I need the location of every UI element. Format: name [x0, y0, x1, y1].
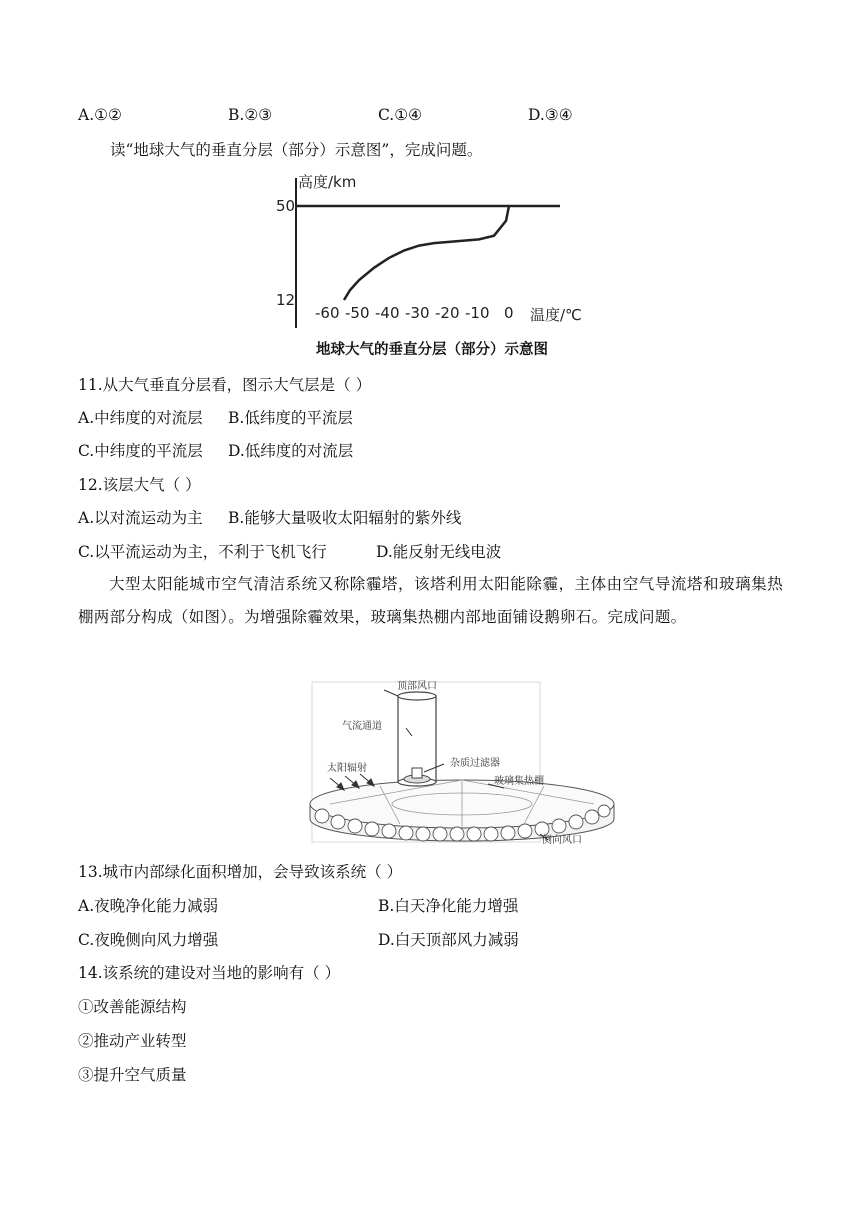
q12-option-a: A.以对流运动为主 [78, 509, 203, 527]
haze-tower-diagram [0, 676, 860, 846]
q13-stem: 13.城市内部绿化面积增加，会导致该系统（ ） [78, 863, 403, 881]
temperature-curve [344, 206, 509, 300]
y-axis-label: 高度/km [298, 173, 357, 191]
q14-item-3: ③提升空气质量 [78, 1066, 187, 1084]
q12-option-c: C.以平流运动为主，不利于飞机飞行 [78, 543, 327, 561]
label-solar-radiation: 太阳辐射 [327, 763, 367, 774]
q13-option-a: A.夜晚净化能力减弱 [78, 897, 219, 915]
q14-stem: 14.该系统的建设对当地的影响有（ ） [78, 964, 341, 982]
label-top-vent: 顶部风口 [397, 681, 437, 692]
q11-option-a: A.中纬度的对流层 [78, 409, 203, 427]
x-tick-label: -50 [345, 304, 370, 322]
x-tick-label: -60 [315, 304, 340, 322]
x-tick-label: 0 [504, 304, 514, 322]
q13-option-b: B.白天净化能力增强 [378, 897, 519, 915]
q10-option-d: D.③④ [528, 106, 573, 124]
q14-item-2: ②推动产业转型 [78, 1032, 187, 1050]
x-axis-label: 温度/℃ [530, 306, 582, 324]
chart-title: 地球大气的垂直分层（部分）示意图 [316, 342, 548, 358]
q10-option-b: B.②③ [228, 106, 273, 124]
y-tick-50: 50 [276, 197, 296, 215]
q10-option-a: A.①② [78, 106, 122, 124]
x-tick-label: -40 [375, 304, 400, 322]
x-tick-labels [315, 304, 514, 322]
q14-item-1: ①改善能源结构 [78, 998, 187, 1016]
q12-option-b: B.能够大量吸收太阳辐射的紫外线 [228, 509, 462, 527]
q12-stem: 12.该层大气（ ） [78, 476, 201, 494]
q11-option-b: B.低纬度的平流层 [228, 409, 353, 427]
x-tick-label: -10 [465, 304, 490, 322]
q13-option-d: D.白天顶部风力减弱 [378, 931, 519, 949]
q10-option-c: C.①④ [378, 106, 423, 124]
q12-option-d: D.能反射无线电波 [376, 543, 502, 561]
label-filter: 杂质过滤器 [450, 758, 500, 769]
label-airflow-channel: 气流通道 [342, 721, 382, 732]
x-tick-label: -30 [405, 304, 430, 322]
q11-option-d: D.低纬度的对流层 [228, 442, 354, 460]
intro-haze-tower: 大型太阳能城市空气清洁系统又称除霾塔，该塔利用太阳能除霾，主体由空气导流塔和玻璃集热棚两部分构成（如图）。为增强除霾效果，玻璃集热棚内部地面铺设鹅卵石。完成问题。 [78, 575, 783, 626]
label-side-vent: 侧向风口 [542, 835, 582, 846]
q11-stem: 11.从大气垂直分层看，图示大气层是（ ） [78, 376, 372, 394]
x-tick-label: -20 [435, 304, 460, 322]
intro-atmosphere: 读“地球大气的垂直分层（部分）示意图”，完成问题。 [110, 141, 483, 159]
y-tick-12: 12 [276, 291, 296, 309]
label-greenhouse: 玻璃集热棚 [494, 776, 544, 787]
q11-option-c: C.中纬度的平流层 [78, 442, 203, 460]
q13-option-c: C.夜晚侧向风力增强 [78, 931, 219, 949]
